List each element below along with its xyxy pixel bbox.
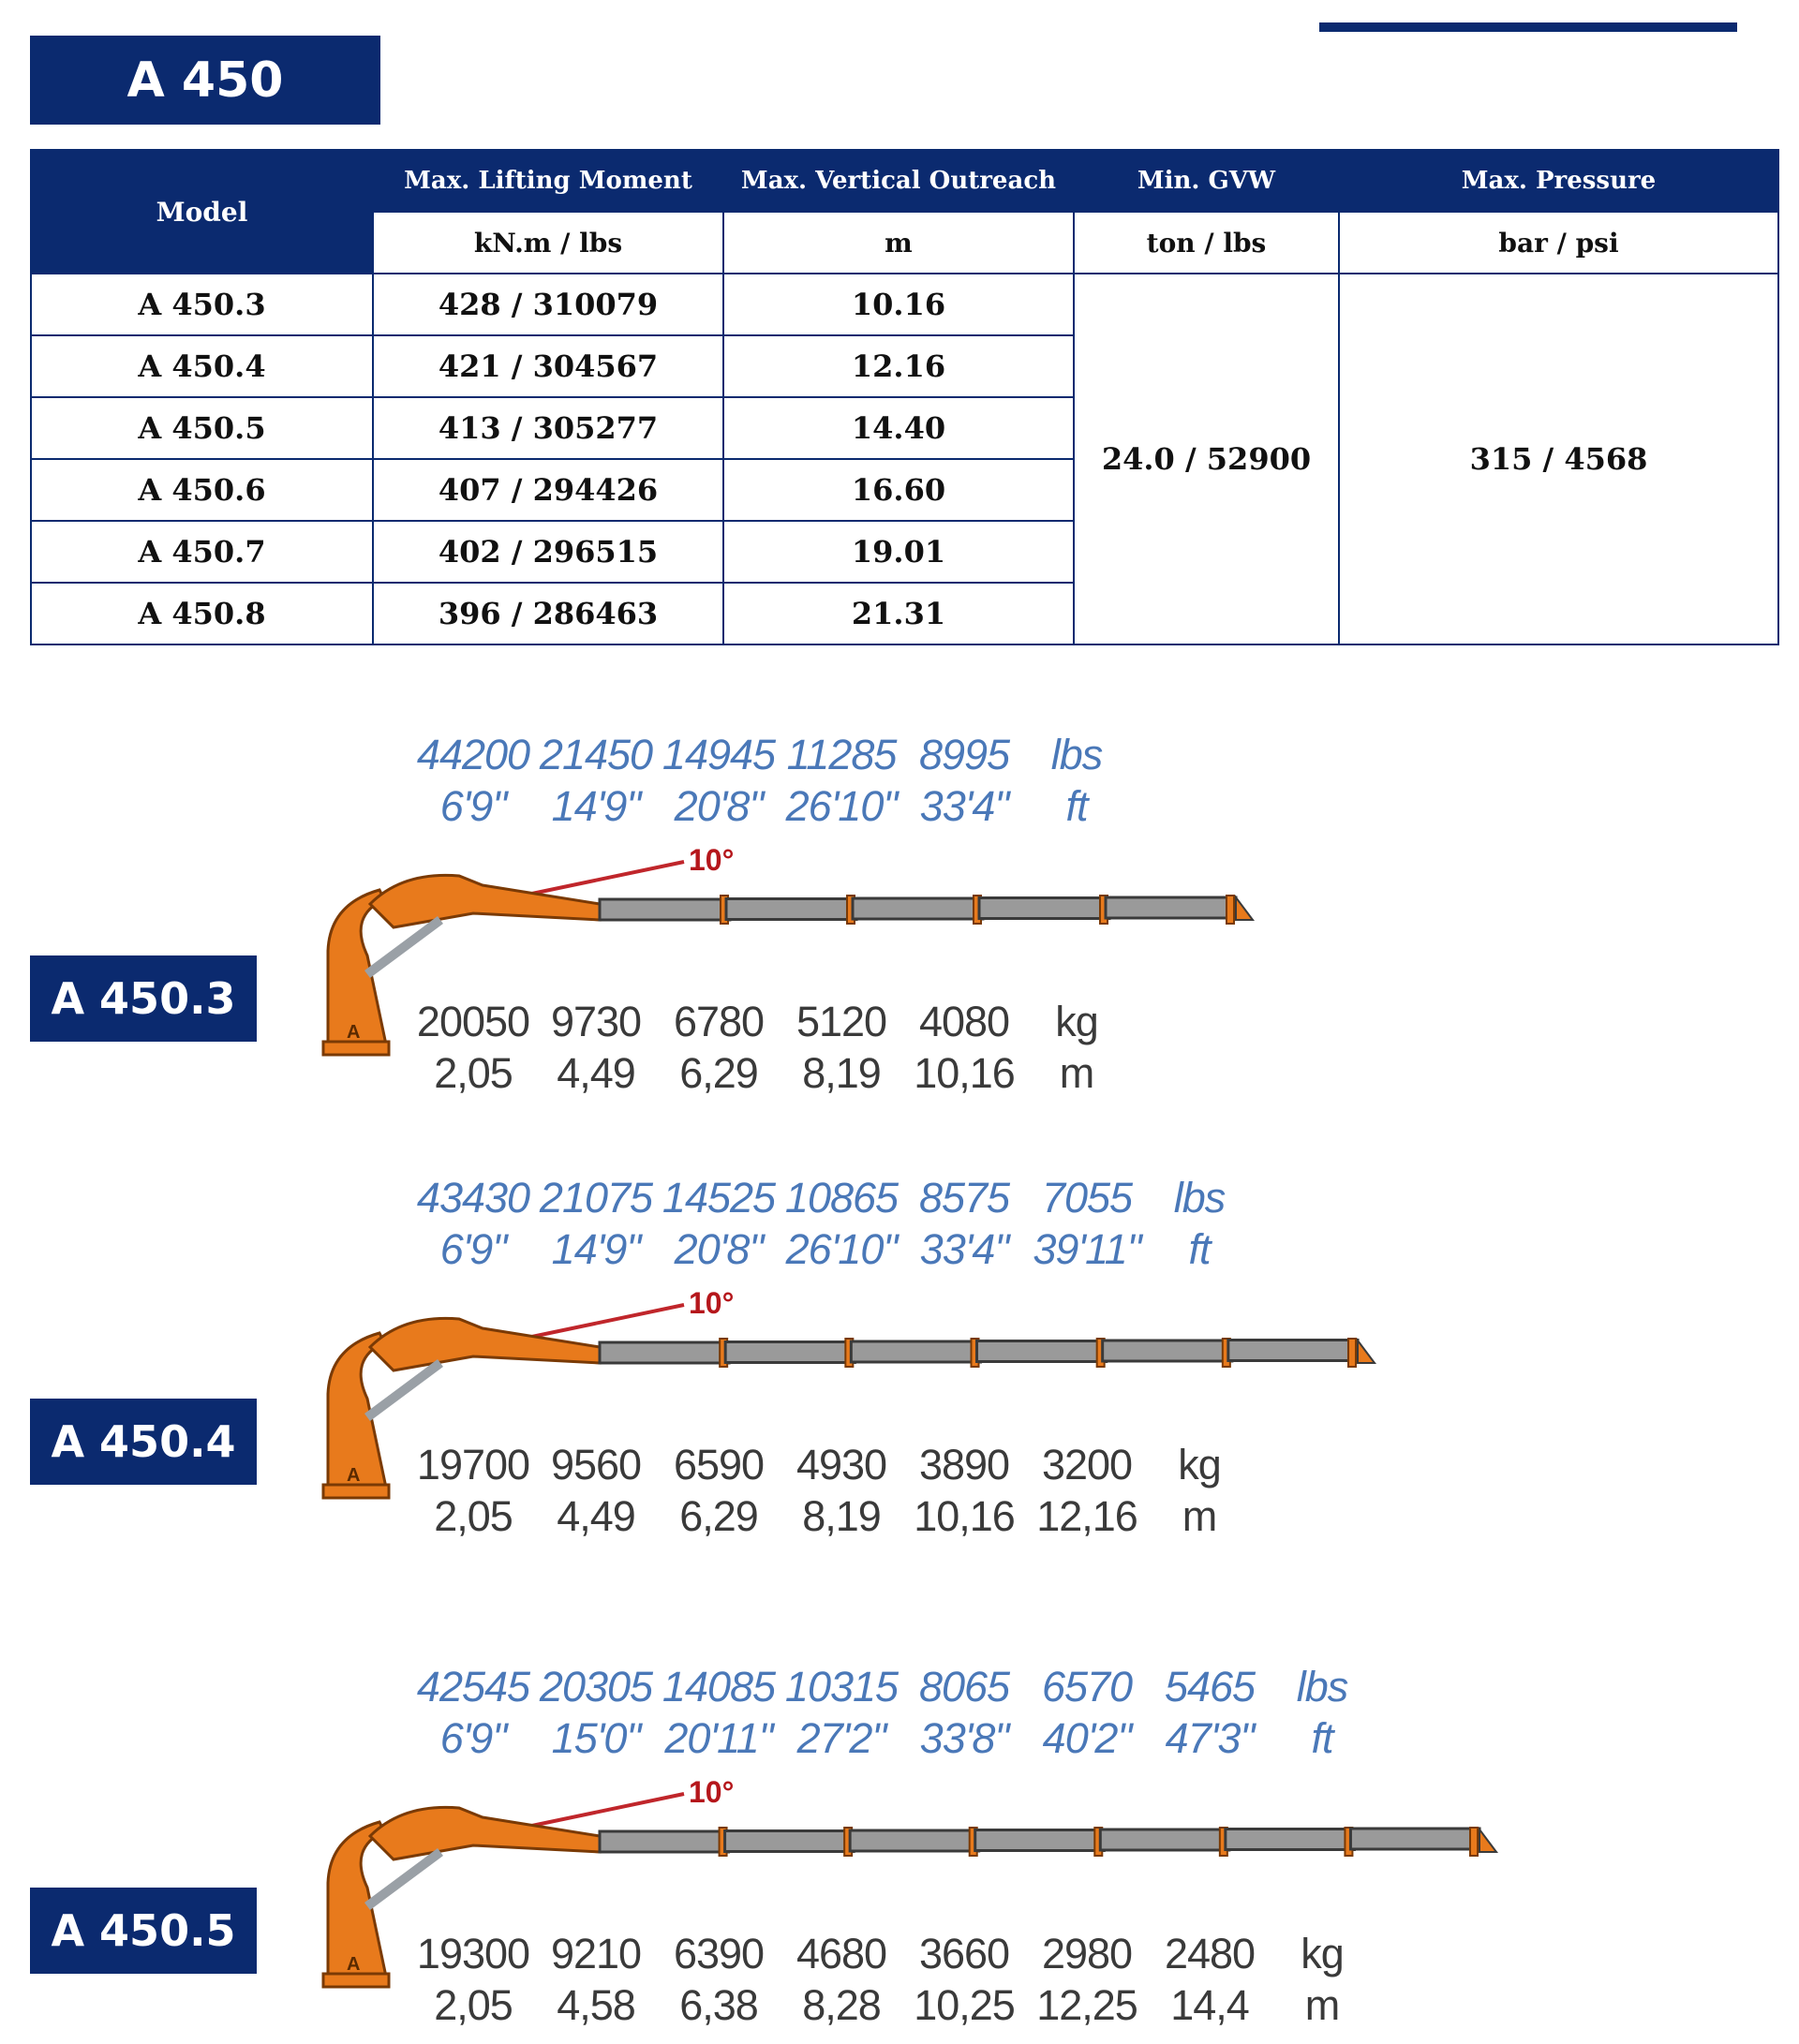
page-title: A 450 bbox=[30, 36, 380, 125]
boom-extension bbox=[726, 899, 856, 920]
boom-extension bbox=[600, 1342, 729, 1363]
load-diagram-a450-4 bbox=[0, 1155, 1799, 1548]
diagram-unit-kg: kg bbox=[1055, 998, 1098, 1045]
boom-tip bbox=[1479, 1829, 1496, 1852]
diagram-ft-value: 33'8" bbox=[919, 1714, 1009, 1762]
diagram-m-value: 12,16 bbox=[1036, 1492, 1137, 1540]
diagram-m-value: 12,25 bbox=[1036, 1981, 1137, 2029]
diagram-unit-ft: ft bbox=[1188, 1225, 1211, 1273]
diagram-lbs-value: 14085 bbox=[662, 1663, 776, 1711]
row-moment: 402 / 296515 bbox=[373, 521, 723, 583]
diagram-lbs-value: 5465 bbox=[1164, 1663, 1256, 1711]
crane-base bbox=[323, 1042, 389, 1055]
diagram-kg-value: 4680 bbox=[795, 1930, 887, 1977]
diagram-ft-value: 20'11" bbox=[664, 1714, 773, 1762]
diagram-lbs-value: 8065 bbox=[918, 1663, 1010, 1711]
diagram-unit-m: m bbox=[1304, 1981, 1340, 2029]
diagram-lbs-value: 21450 bbox=[539, 731, 653, 778]
row-moment: 413 / 305277 bbox=[373, 397, 723, 459]
boom-angle-label: 10° bbox=[689, 1286, 735, 1320]
diagram-lbs-value: 20305 bbox=[539, 1663, 653, 1711]
diagram-ft-value: 40'2" bbox=[1042, 1714, 1132, 1762]
column-header-vertical-outreach: Max. Vertical Outreach bbox=[723, 150, 1074, 212]
diagram-kg-value: 20050 bbox=[416, 998, 530, 1045]
boom-angle-label: 10° bbox=[689, 843, 735, 877]
boom-extension bbox=[725, 1831, 855, 1852]
diagram-lbs-value: 14525 bbox=[662, 1174, 776, 1222]
diagram-kg-value: 6390 bbox=[673, 1930, 765, 1977]
diagram-model-label: A 450.3 bbox=[30, 955, 257, 1042]
boom-extension bbox=[600, 899, 730, 920]
load-diagram-a450-3 bbox=[0, 712, 1799, 1105]
diagram-m-value: 2,05 bbox=[434, 1492, 513, 1540]
max-pressure-value: 315 / 4568 bbox=[1339, 274, 1778, 644]
boom-extension bbox=[1106, 897, 1236, 918]
diagram-kg-value: 5120 bbox=[795, 998, 887, 1045]
diagram-kg-value: 3660 bbox=[918, 1930, 1010, 1977]
row-moment: 428 / 310079 bbox=[373, 274, 723, 335]
diagram-kg-value: 9560 bbox=[550, 1441, 642, 1489]
diagram-m-value: 10,16 bbox=[914, 1049, 1015, 1097]
row-model: A 450.6 bbox=[31, 459, 373, 521]
diagram-ft-value: 26'10" bbox=[785, 1225, 898, 1273]
diagram-lbs-value: 14945 bbox=[662, 731, 776, 778]
boom-extension bbox=[600, 1831, 729, 1852]
crane-base bbox=[323, 1485, 389, 1498]
boom-extension bbox=[850, 1830, 979, 1851]
diagram-m-value: 2,05 bbox=[434, 1981, 513, 2029]
column-header-max-pressure: Max. Pressure bbox=[1339, 150, 1778, 212]
diagram-kg-value: 6590 bbox=[673, 1441, 765, 1489]
diagram-ft-value: 20'8" bbox=[674, 1225, 764, 1273]
crane-main-arm bbox=[370, 875, 600, 927]
diagram-m-value: 10,16 bbox=[914, 1492, 1015, 1540]
row-model: A 450.3 bbox=[31, 274, 373, 335]
model-column-header: Model bbox=[31, 150, 373, 274]
diagram-kg-value: 3200 bbox=[1041, 1441, 1133, 1489]
diagram-kg-value: 3890 bbox=[918, 1441, 1010, 1489]
diagram-lbs-value: 6570 bbox=[1041, 1663, 1133, 1711]
diagram-ft-value: 6'9" bbox=[439, 782, 507, 830]
diagram-m-value: 6,29 bbox=[679, 1492, 758, 1540]
row-model: A 450.4 bbox=[31, 335, 373, 397]
unit-vertical-outreach: m bbox=[723, 212, 1074, 274]
diagram-unit-kg: kg bbox=[1178, 1441, 1221, 1489]
unit-min-gvw: ton / lbs bbox=[1074, 212, 1339, 274]
hydraulic-cylinder bbox=[367, 920, 440, 974]
boom-joint bbox=[1470, 1828, 1478, 1856]
boom-angle-label: 10° bbox=[689, 1775, 735, 1809]
hydraulic-cylinder bbox=[367, 1363, 440, 1417]
row-outreach: 10.16 bbox=[723, 274, 1074, 335]
crane-main-arm bbox=[370, 1318, 600, 1370]
diagram-unit-ft: ft bbox=[1065, 782, 1088, 830]
diagram-kg-value: 19700 bbox=[416, 1441, 530, 1489]
row-moment: 421 / 304567 bbox=[373, 335, 723, 397]
diagram-lbs-value: 7055 bbox=[1041, 1174, 1133, 1222]
diagram-unit-lbs: lbs bbox=[1173, 1174, 1226, 1222]
diagram-lbs-value: 8575 bbox=[918, 1174, 1010, 1222]
diagram-ft-value: 39'11" bbox=[1033, 1225, 1141, 1273]
boom-extension bbox=[975, 1830, 1105, 1851]
row-outreach: 16.60 bbox=[723, 459, 1074, 521]
diagram-unit-m: m bbox=[1059, 1049, 1094, 1097]
boom-extension bbox=[1228, 1340, 1358, 1361]
top-decorative-rule bbox=[1319, 22, 1737, 32]
row-model: A 450.7 bbox=[31, 521, 373, 583]
diagram-ft-value: 6'9" bbox=[439, 1714, 507, 1762]
diagram-m-value: 4,49 bbox=[557, 1049, 635, 1097]
boom-tip bbox=[1236, 897, 1253, 920]
boom-extension bbox=[1103, 1340, 1232, 1361]
diagram-ft-value: 33'4" bbox=[919, 782, 1009, 830]
diagram-kg-value: 4080 bbox=[918, 998, 1010, 1045]
diagram-m-value: 10,25 bbox=[914, 1981, 1015, 2029]
diagram-kg-value: 6780 bbox=[673, 998, 765, 1045]
table-header-row bbox=[31, 150, 1778, 212]
row-model: A 450.8 bbox=[31, 583, 373, 644]
column-header-lifting-moment: Max. Lifting Moment bbox=[373, 150, 723, 212]
diagram-m-value: 2,05 bbox=[434, 1049, 513, 1097]
crane-logo-mark: A bbox=[347, 1954, 361, 1975]
diagram-unit-ft: ft bbox=[1311, 1714, 1333, 1762]
diagram-m-value: 8,28 bbox=[802, 1981, 881, 2029]
diagram-m-value: 4,49 bbox=[557, 1492, 635, 1540]
column-header-min-gvw: Min. GVW bbox=[1074, 150, 1339, 212]
diagram-kg-value: 2480 bbox=[1164, 1930, 1256, 1977]
diagram-lbs-value: 42545 bbox=[416, 1663, 530, 1711]
boom-extension bbox=[1226, 1829, 1355, 1850]
diagram-kg-value: 4930 bbox=[795, 1441, 887, 1489]
table-row bbox=[31, 274, 1778, 335]
specs-table bbox=[30, 149, 1779, 645]
diagram-m-value: 6,38 bbox=[679, 1981, 758, 2029]
row-outreach: 14.40 bbox=[723, 397, 1074, 459]
row-outreach: 12.16 bbox=[723, 335, 1074, 397]
diagram-lbs-value: 8995 bbox=[918, 731, 1010, 778]
boom-extension bbox=[725, 1342, 855, 1363]
diagram-ft-value: 6'9" bbox=[439, 1225, 507, 1273]
min-gvw-value: 24.0 / 52900 bbox=[1074, 274, 1339, 644]
diagram-ft-value: 20'8" bbox=[674, 782, 764, 830]
diagram-ft-value: 33'4" bbox=[919, 1225, 1009, 1273]
diagram-unit-m: m bbox=[1182, 1492, 1217, 1540]
unit-lifting-moment: kN.m / lbs bbox=[373, 212, 723, 274]
diagram-m-value: 4,58 bbox=[557, 1981, 635, 2029]
diagram-lbs-value: 43430 bbox=[416, 1174, 530, 1222]
unit-max-pressure: bar / psi bbox=[1339, 212, 1778, 274]
row-outreach: 21.31 bbox=[723, 583, 1074, 644]
crane-main-arm bbox=[370, 1807, 600, 1859]
diagram-unit-kg: kg bbox=[1301, 1930, 1344, 1977]
boom-extension bbox=[1100, 1829, 1229, 1850]
diagram-lbs-value: 10315 bbox=[784, 1663, 899, 1711]
load-diagram-a450-5 bbox=[0, 1644, 1799, 2037]
diagram-model-label: A 450.5 bbox=[30, 1888, 257, 1974]
boom-extension bbox=[851, 1341, 980, 1362]
crane-illustration bbox=[0, 1155, 1799, 1548]
diagram-kg-value: 2980 bbox=[1041, 1930, 1133, 1977]
diagram-ft-value: 27'2" bbox=[796, 1714, 886, 1762]
diagram-lbs-value: 11285 bbox=[786, 731, 897, 778]
diagram-m-value: 14,4 bbox=[1170, 1981, 1249, 2029]
crane-illustration bbox=[0, 712, 1799, 1105]
diagram-unit-lbs: lbs bbox=[1050, 731, 1103, 778]
boom-tip bbox=[1358, 1340, 1375, 1363]
diagram-m-value: 8,19 bbox=[802, 1492, 881, 1540]
crane-logo-mark: A bbox=[347, 1022, 361, 1043]
boom-joint bbox=[1348, 1339, 1356, 1367]
row-outreach: 19.01 bbox=[723, 521, 1074, 583]
boom-extension bbox=[853, 898, 983, 919]
row-model: A 450.5 bbox=[31, 397, 373, 459]
diagram-ft-value: 14'9" bbox=[551, 1225, 641, 1273]
diagram-kg-value: 19300 bbox=[416, 1930, 530, 1977]
diagram-ft-value: 14'9" bbox=[551, 782, 641, 830]
diagram-ft-value: 26'10" bbox=[785, 782, 898, 830]
boom-joint bbox=[1227, 896, 1234, 924]
crane-logo-mark: A bbox=[347, 1465, 361, 1486]
diagram-lbs-value: 21075 bbox=[539, 1174, 653, 1222]
boom-extension bbox=[977, 1341, 1107, 1362]
diagram-unit-lbs: lbs bbox=[1296, 1663, 1348, 1711]
diagram-kg-value: 9210 bbox=[550, 1930, 642, 1977]
hydraulic-cylinder bbox=[367, 1852, 440, 1906]
diagram-kg-value: 9730 bbox=[550, 998, 642, 1045]
crane-illustration bbox=[0, 1644, 1799, 2037]
diagram-ft-value: 15'0" bbox=[551, 1714, 641, 1762]
boom-extension bbox=[979, 898, 1109, 919]
diagram-model-label: A 450.4 bbox=[30, 1399, 257, 1485]
row-moment: 396 / 286463 bbox=[373, 583, 723, 644]
diagram-ft-value: 47'3" bbox=[1165, 1714, 1255, 1762]
diagram-lbs-value: 10865 bbox=[784, 1174, 899, 1222]
boom-extension bbox=[1350, 1829, 1479, 1849]
crane-base bbox=[323, 1974, 389, 1987]
diagram-m-value: 8,19 bbox=[802, 1049, 881, 1097]
row-moment: 407 / 294426 bbox=[373, 459, 723, 521]
diagram-m-value: 6,29 bbox=[679, 1049, 758, 1097]
diagram-lbs-value: 44200 bbox=[416, 731, 530, 778]
